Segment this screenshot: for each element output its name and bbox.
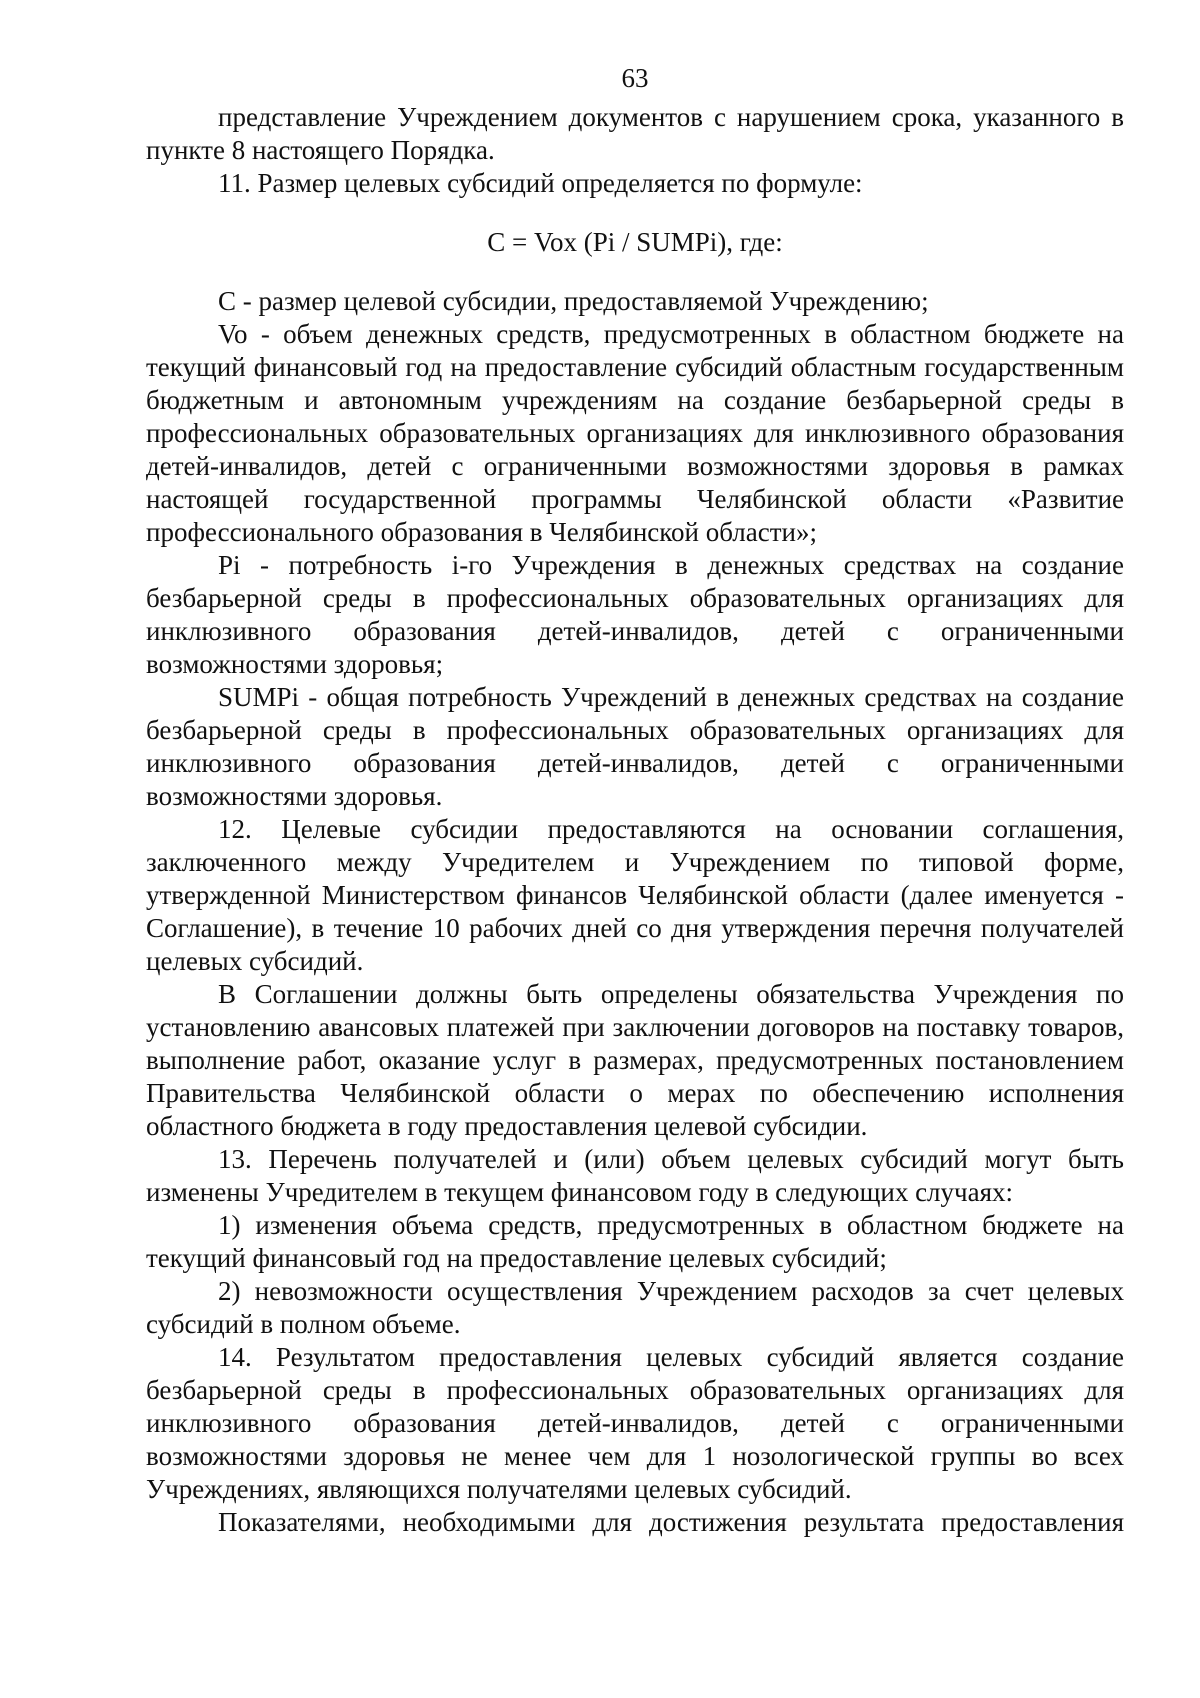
paragraph: SUMPi - общая потребность Учреждений в денежных средствах на создание безбарьерной среды в профессиональных образовательных организациях для инклюзивного образования детей-инвалидов, детей с ограниченными возможностями здоровья.: [146, 682, 1124, 811]
document-body: [146, 101, 1124, 1539]
paragraph: Vo - объем денежных средств, предусмотренных в областном бюджете на текущий финансовый год на предоставление субсидий областным государственным бюджетным и автономным учреждениям на создание безбарьерной среды в профессиональных образовательных организациях для инклюзивного образования детей-инвалидов, детей с ограниченными возможностями здоровья в рамках настоящей государственной программы Челябинской области «Развитие профессионального образования в Челябинской области»;: [146, 319, 1124, 547]
formula: С = Vox (Pi / SUMPi), где:: [487, 227, 783, 257]
document-page: [146, 62, 1124, 1539]
paragraph: С - размер целевой субсидии, предоставляемой Учреждению;: [218, 286, 929, 316]
paragraph: 13. Перечень получателей и (или) объем целевых субсидий могут быть изменены Учредителем в текущем финансовом году в следующих случаях:: [146, 1144, 1124, 1207]
paragraph: представление Учреждением документов с нарушением срока, указанного в пункте 8 настоящего Порядка.: [146, 102, 1124, 165]
paragraph: 14. Результатом предоставления целевых субсидий является создание безбарьерной среды в профессиональных образовательных организациях для инклюзивного образования детей-инвалидов, детей с ограниченными возможностями здоровья не менее чем для 1 нозологической группы во всех Учреждениях, являющихся получателями целевых субсидий.: [146, 1342, 1124, 1504]
paragraph: 2) невозможности осуществления Учреждением расходов за счет целевых субсидий в полном объеме.: [146, 1276, 1124, 1339]
paragraph: 12. Целевые субсидии предоставляются на основании соглашения, заключенного между Учредителем и Учреждением по типовой форме, утвержденной Министерством финансов Челябинской области (далее именуется - Соглашение), в течение 10 рабочих дней со дня утверждения перечня получателей целевых субсидий.: [146, 814, 1124, 976]
paragraph: Pi - потребность i-го Учреждения в денежных средствах на создание безбарьерной среды в профессиональных образовательных организациях для инклюзивного образования детей-инвалидов, детей с ограниченными возможностями здоровья;: [146, 550, 1124, 679]
paragraph: 11. Размер целевых субсидий определяется по формуле:: [218, 168, 863, 198]
paragraph: Показателями, необходимыми для достижения результата предоставления: [218, 1507, 1124, 1537]
paragraph: В Соглашении должны быть определены обязательства Учреждения по установлению авансовых платежей при заключении договоров на поставку товаров, выполнение работ, оказание услуг в размерах, предусмотренных постановлением Правительства Челябинской области о мерах по обеспечению исполнения областного бюджета в году предоставления целевой субсидии.: [146, 979, 1124, 1141]
paragraph: 1) изменения объема средств, предусмотренных в областном бюджете на текущий финансовый год на предоставление целевых субсидий;: [146, 1210, 1124, 1273]
page-number: 63: [621, 63, 649, 93]
